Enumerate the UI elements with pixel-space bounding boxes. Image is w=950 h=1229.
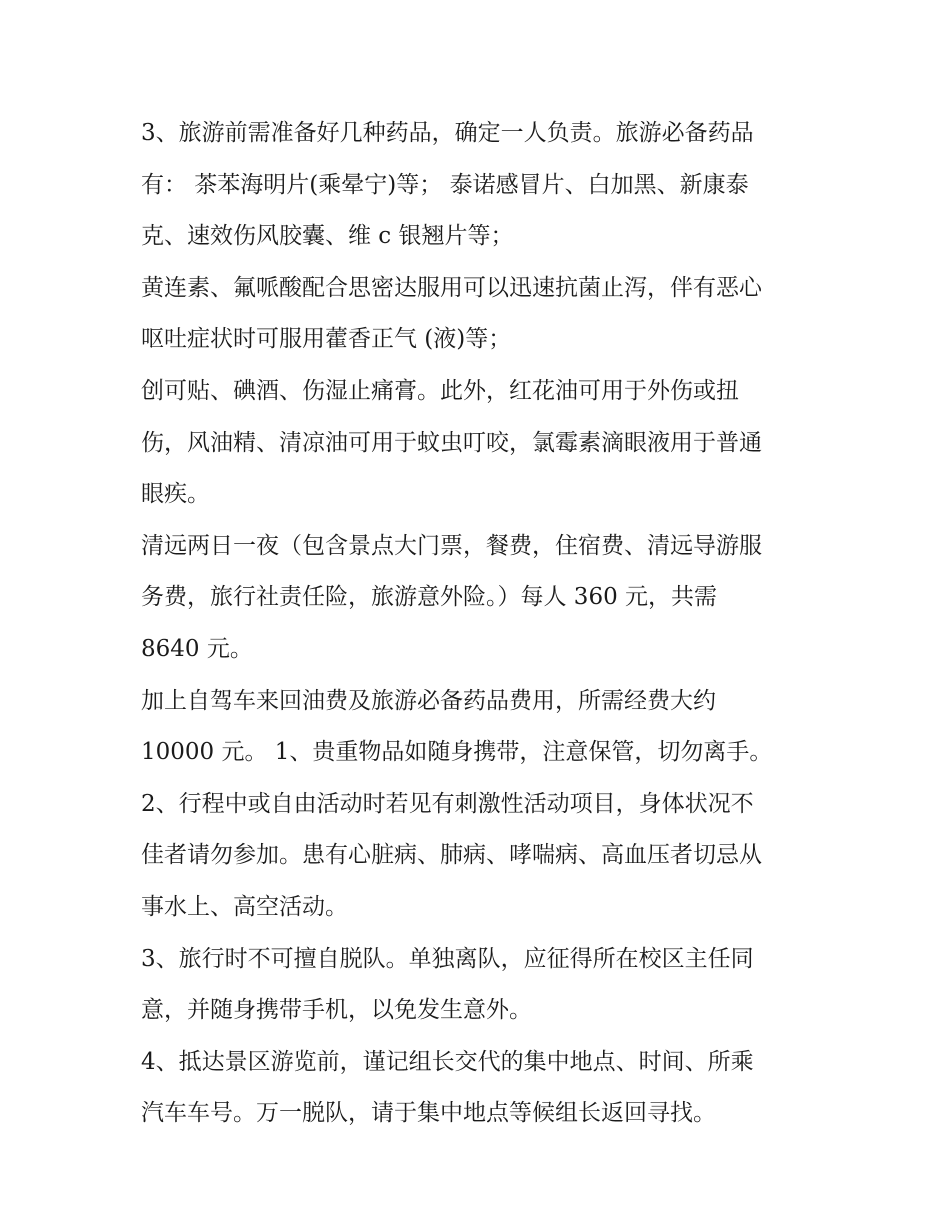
text-line-9: 清远两日一夜（包含景点大门票，餐费，住宿费、清远导游服 (141, 532, 762, 559)
text-line-19: 4、抵达景区游览前，谨记组长交代的集中地点、时间、所乘 (141, 1048, 754, 1075)
text-line-10: 务费，旅行社责任险，旅游意外险。）每人 360 元，共需 (141, 584, 718, 611)
text-line-1: 3、旅游前需准备好几种药品，确定一人负责。旅游必备药品 (141, 120, 754, 146)
text-line-8: 眼疾。 (141, 481, 210, 508)
document-body (141, 108, 821, 1140)
text-line-7: 伤，风油精、清凉油可用于蚊虫叮咬，氯霉素滴眼液用于普通 (141, 429, 762, 456)
text-line-12: 加上自驾车来回油费及旅游必备药品费用，所需经费大约 (141, 687, 716, 714)
text-line-16: 事水上、高空活动。 (141, 893, 348, 920)
text-line-15: 佳者请勿参加。患有心脏病、肺病、哮喘病、高血压者切忌从 (141, 842, 762, 869)
text-line-5: 呕吐症状时可服用藿香正气 (液)等； (141, 326, 512, 353)
text-line-11: 8640 元。 (141, 635, 253, 662)
text-line-3: 克、速效伤风胶囊、维 c 银翘片等； (141, 223, 514, 250)
text-line-17: 3、旅行时不可擅自脱队。单独离队，应征得所在校区主任同 (141, 945, 754, 972)
text-line-13: 10000 元。 1、贵重物品如随身携带，注意保管，切勿离手。 (141, 739, 773, 766)
text-line-2: 有： 茶苯海明片(乘晕宁)等； 泰诺感冒片、白加黑、新康泰 (141, 171, 749, 198)
text-line-4: 黄连素、氟哌酸配合思密达服用可以迅速抗菌止泻，伴有恶心 (141, 274, 762, 301)
text-line-20: 汽车车号。万一脱队，请于集中地点等候组长返回寻找。 (141, 1100, 716, 1127)
text-line-14: 2、行程中或自由活动时若见有刺激性活动项目，身体状况不 (141, 790, 754, 817)
text-line-6: 创可贴、碘酒、伤湿止痛膏。此外，红花油可用于外伤或扭 (141, 377, 739, 404)
text-line-18: 意，并随身携带手机，以免发生意外。 (141, 997, 532, 1024)
